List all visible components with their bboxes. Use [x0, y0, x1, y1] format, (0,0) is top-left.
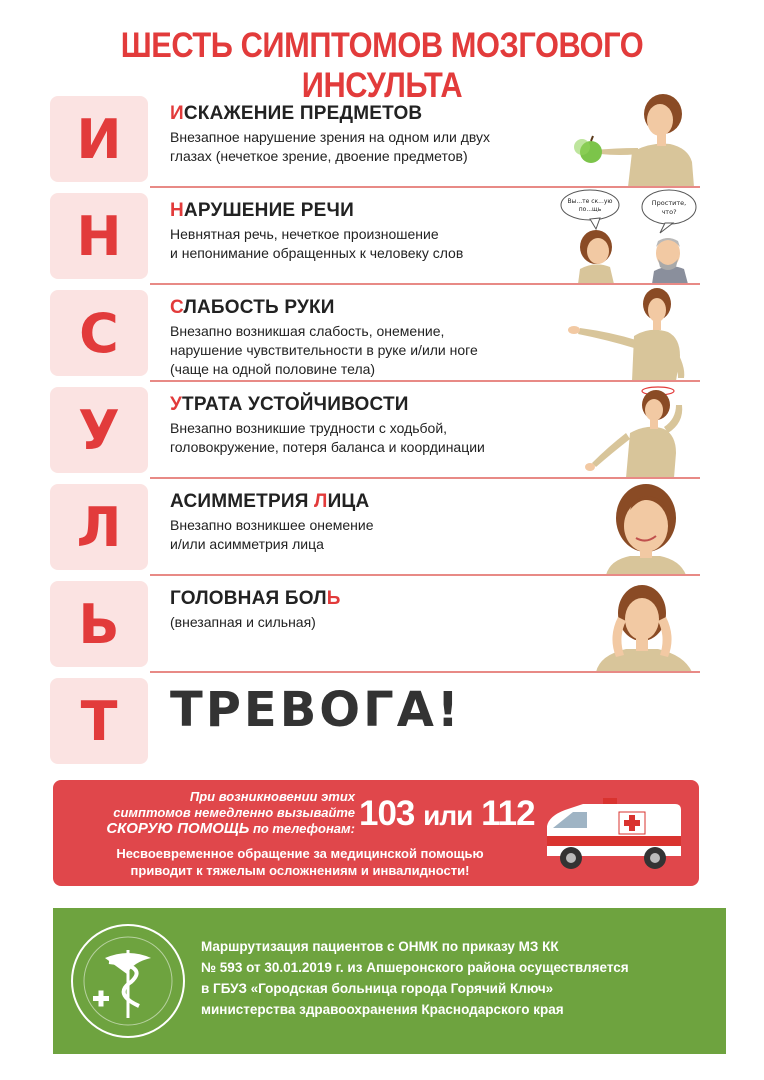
symptom-row-arm-weakness [50, 286, 700, 383]
row-divider [150, 380, 700, 382]
letter-box: Т [50, 678, 148, 764]
alarm-text: ТРЕВОГА! [170, 682, 462, 738]
symptom-description: Внезапно возникшие трудности с ходьбой, головокружение, потеря баланса и координации [170, 420, 485, 455]
symptom-description: Внезапное нарушение зрения на одном или двух глазах (нечеткое зрение, двоение предметов) [170, 129, 491, 164]
symptom-heading: УТРАТА УСТОЙЧИВОСТИ [170, 394, 409, 415]
phone-number: 112 [481, 794, 535, 833]
row-divider [150, 283, 700, 285]
speech-bubble-text: Вы...те ск...ую [567, 198, 613, 205]
letter-box: Н [50, 193, 148, 279]
row-divider [150, 574, 700, 576]
warning-text: Несвоевременное обращение за медицинской помощью приводит к тяжелым осложнениям и инвалидности! [116, 846, 484, 878]
symptom-description: (внезапная и сильная) [170, 614, 316, 630]
symptom-row-balance [50, 383, 700, 480]
symptom-row-face-asymmetry [50, 480, 700, 577]
row-divider [150, 671, 700, 673]
routing-info-footer [53, 908, 726, 1054]
emergency-phone-numbers: 103 или 112 [359, 794, 535, 833]
emergency-banner [53, 780, 699, 886]
symptom-heading: АСИММЕТРИЯ ЛИЦА [170, 491, 370, 512]
ministry-logo [69, 922, 187, 1040]
symptom-row-vision [50, 92, 700, 189]
letter-box: У [50, 387, 148, 473]
dizziness-illustration [560, 383, 700, 478]
row-divider [150, 477, 700, 479]
letter-box: Ь [50, 581, 148, 667]
symptom-description: Внезапно возникшее онемение и/или асимметрия лица [170, 517, 374, 552]
letter-box: Л [50, 484, 148, 570]
symptom-heading: ИСКАЖЕНИЕ ПРЕДМЕТОВ [170, 103, 423, 124]
svg-text:по...щь: по...щь [578, 206, 602, 213]
routing-info-text: Маршрутизация пациентов с ОНМК по приказу МЗ КК № 593 от 30.01.2019 г. из Апшеронского района осуществляется в ГБУЗ «Городская больница города Горячий Ключ» министерства здравоохранения Краснодарского края [201, 939, 629, 1017]
symptom-row-headache [50, 577, 700, 674]
symptom-description: Невнятная речь, нечеткое произношение и непонимание обращенных к человеку слов [170, 226, 464, 261]
svg-text:что?: что? [661, 208, 677, 216]
face-asymmetry-illustration [560, 480, 700, 575]
symptom-description: Внезапно возникшая слабость, онемение, нарушение чувствительности в руке и/или ноге (чаще на одной половине тела) [170, 323, 478, 377]
call-instruction: При возникновении этих симптомов немедленно вызывайте СКОРУЮ ПОМОЩЬ по телефонам: [106, 789, 355, 837]
speech-conversation-illustration [560, 189, 700, 284]
page-title: ШЕСТЬ СИМПТОМОВ МОЗГОВОГО ИНСУЛЬТА [120, 26, 644, 105]
letter-box: С [50, 290, 148, 376]
arm-weakness-illustration [560, 286, 700, 381]
symptom-heading: СЛАБОСТЬ РУКИ [170, 297, 335, 318]
symptom-heading: ГОЛОВНАЯ БОЛЬ [170, 588, 341, 609]
ambulance-icon [543, 796, 683, 874]
woman-with-apple-illustration [560, 92, 700, 187]
symptom-row-speech [50, 189, 700, 286]
symptom-heading: НАРУШЕНИЕ РЕЧИ [170, 200, 354, 221]
headache-illustration [560, 577, 700, 672]
svg-text:Простите,: Простите, [651, 199, 687, 207]
letter-box: И [50, 96, 148, 182]
phone-number: 103 [359, 794, 415, 833]
alarm-row [50, 674, 700, 771]
row-divider [150, 186, 700, 188]
symptom-list [50, 92, 700, 771]
